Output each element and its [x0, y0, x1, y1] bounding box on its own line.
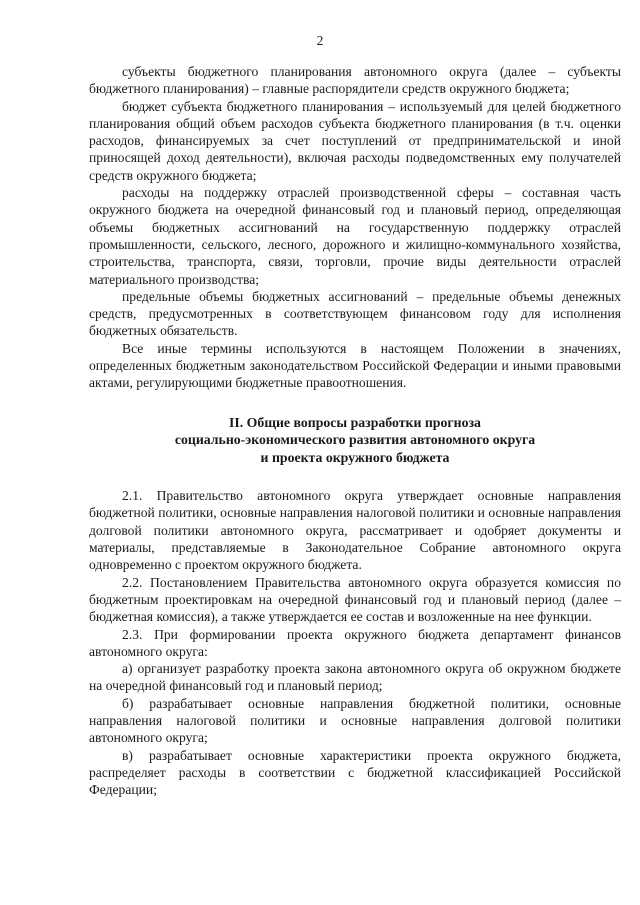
- section-heading-line: социально-экономического развития автономного округа: [174, 432, 536, 448]
- section-heading: [89, 414, 621, 467]
- clause-2-1: 2.1. Правительство автономного округа утверждает основные направления бюджетной политики, основные направления налоговой политики и основные направления долговой политики автономного округа, рассматривает и одобряет документы и материалы, представляемые в Законодательное Собрание автономного округа одновременно с проектом окружного бюджета.: [89, 488, 621, 573]
- section-heading-line: и проекта окружного бюджета: [260, 449, 450, 465]
- page-number: 2: [316, 33, 324, 48]
- section-heading-line: II. Общие вопросы разработки прогноза: [229, 414, 481, 430]
- paragraph: предельные объемы бюджетных ассигнований – предельные объемы денежных средств, предусмотренных в соответствующем финансовом году для исполнения бюджетных обязательств.: [89, 288, 621, 339]
- clause-2-2: 2.2. Постановлением Правительства автономного округа образуется комиссия по бюджетным проектировкам на очередной финансовый год и плановый период (далее – бюджетная комиссия), а также утверждается ее состав и возложенные на нее функции.: [89, 574, 621, 625]
- paragraph: субъекты бюджетного планирования автономного округа (далее – субъекты бюджетного планирования) – главные распорядители средств окружного бюджета;: [89, 64, 621, 97]
- subclause-b: б) разрабатывает основные направления бюджетной политики, основные направления налоговой политики и основные направления долговой политики автономного округа;: [89, 695, 621, 746]
- subclause-a: а) организует разработку проекта закона автономного округа об окружном бюджете на очередной финансовый год и плановый период;: [89, 661, 621, 694]
- subclause-v: в) разрабатывает основные характеристики проекта окружного бюджета, распределяет расходы в соответствии с бюджетной классификацией Российской Федерации;: [89, 747, 621, 798]
- clause-2-3: 2.3. При формировании проекта окружного бюджета департамент финансов автономного округа:: [89, 626, 621, 659]
- paragraph: Все иные термины используются в настоящем Положении в значениях, определенных бюджетным законодательством Российской Федерации и иными правовыми актами, регулирующими бюджетные правоотношения.: [89, 340, 621, 391]
- paragraph: бюджет субъекта бюджетного планирования – используемый для целей бюджетного планирования общий объем расходов субъекта бюджетного планирования (в т.ч. оценки расходов, финансируемых за счет поступлений от предпринимательской и иной приносящей доход деятельности), включая расходы подведомственных ему получателей средств окружного бюджета;: [89, 98, 621, 183]
- paragraph: расходы на поддержку отраслей производственной сферы – составная часть окружного бюджета на очередной финансовый год и плановый период, определяющая объемы бюджетных ассигнований на государственную поддержку отраслей промышленности, сельского, лесного, дорожного и жилищно-коммунального хозяйства, строительства, транспорта, связи, торговли, прочие виды деятельности отраслей материального производства;: [89, 185, 621, 287]
- document-body: [89, 63, 621, 798]
